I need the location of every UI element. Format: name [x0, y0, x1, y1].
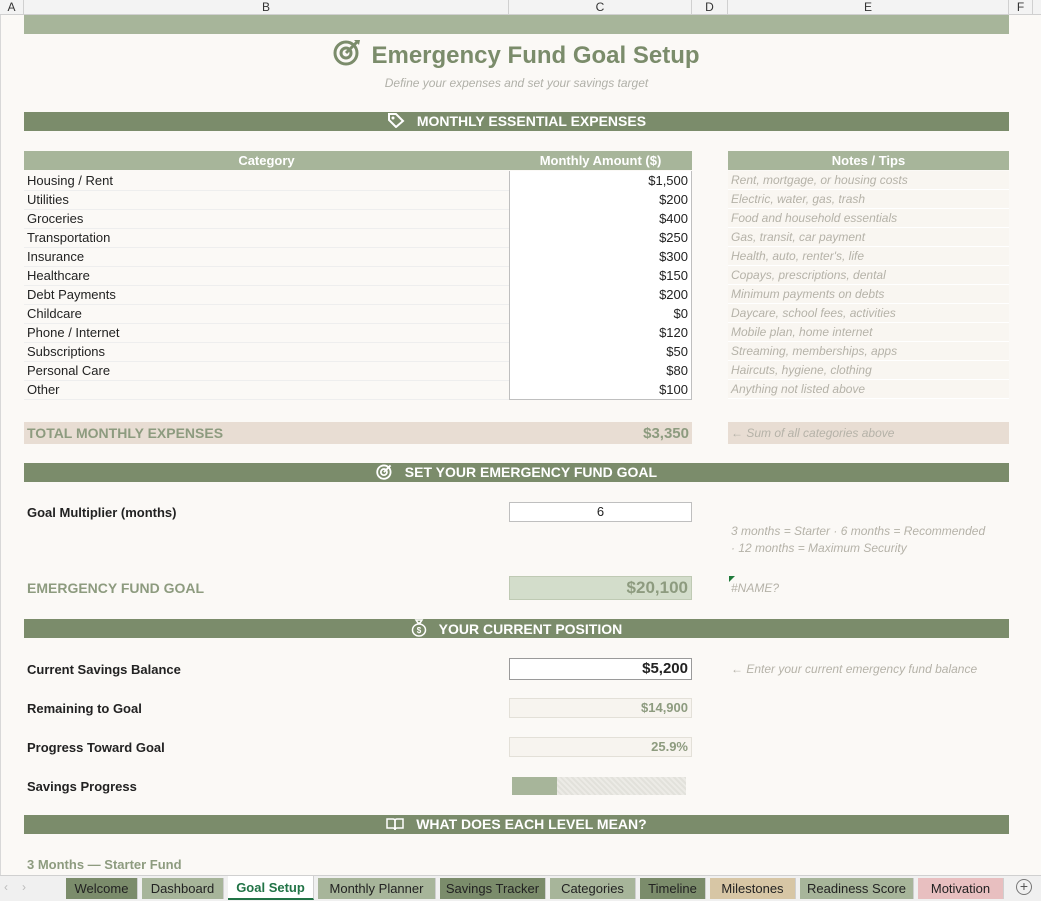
total-note: ← Sum of all categories above	[728, 422, 1009, 444]
expense-note[interactable]: Minimum payments on debts	[728, 285, 1009, 304]
goal-hint-line1: 3 months = Starter · 6 months = Recommended	[731, 524, 986, 538]
column-header-a[interactable]: A	[0, 0, 24, 15]
expense-note[interactable]: Food and household essentials	[728, 209, 1009, 228]
savings-progress-bar	[512, 777, 686, 795]
goal-section-banner	[24, 463, 1009, 482]
expense-category[interactable]: Subscriptions	[24, 342, 509, 362]
sheet-tab-goal-setup[interactable]: Goal Setup	[228, 876, 314, 900]
goal-multiplier-input[interactable]: 6	[509, 502, 692, 522]
expense-note[interactable]: Anything not listed above	[728, 380, 1009, 399]
fund-goal-label: EMERGENCY FUND GOAL	[27, 580, 205, 596]
scroll-left-icon[interactable]: ‹	[4, 880, 8, 894]
expense-category[interactable]: Childcare	[24, 304, 509, 324]
top-band	[24, 15, 1009, 34]
expense-note[interactable]: Mobile plan, home internet	[728, 323, 1009, 342]
row-gutter	[0, 15, 1, 875]
expense-category[interactable]: Other	[24, 380, 509, 400]
goal-multiplier-label: Goal Multiplier (months)	[27, 505, 177, 520]
goal-hint-line2: · 12 months = Maximum Security	[731, 541, 907, 555]
remaining-value[interactable]: $14,900	[509, 698, 692, 718]
progress-label: Progress Toward Goal	[27, 740, 165, 755]
page-title	[24, 38, 1009, 73]
expense-note[interactable]: Electric, water, gas, trash	[728, 190, 1009, 209]
expense-amount[interactable]: $400	[509, 209, 692, 229]
expense-amount[interactable]: $300	[509, 247, 692, 267]
expense-category[interactable]: Phone / Internet	[24, 323, 509, 343]
notes-header: Notes / Tips	[728, 151, 1009, 170]
sheet-tab-readiness-score[interactable]: Readiness Score	[800, 878, 914, 899]
current-savings-note: ← Enter your current emergency fund balance	[731, 662, 978, 676]
expense-note[interactable]: Copays, prescriptions, dental	[728, 266, 1009, 285]
levels-section-banner	[24, 815, 1009, 834]
scroll-right-icon[interactable]: ›	[22, 880, 26, 894]
expense-note[interactable]: Gas, transit, car payment	[728, 228, 1009, 247]
expense-category[interactable]: Debt Payments	[24, 285, 509, 305]
expense-note[interactable]: Rent, mortgage, or housing costs	[728, 171, 1009, 190]
current-savings-input[interactable]: $5,200	[509, 658, 692, 680]
expenses-section-banner	[24, 112, 1009, 131]
total-label: TOTAL MONTHLY EXPENSES	[27, 425, 224, 441]
target-icon	[333, 38, 361, 73]
book-icon	[386, 816, 408, 832]
current-savings-label: Current Savings Balance	[27, 662, 181, 677]
column-header-e[interactable]: E	[728, 0, 1009, 15]
total-value[interactable]: $3,350	[643, 425, 689, 442]
sheet-tab-motivation[interactable]: Motivation	[918, 878, 1004, 899]
column-header-d[interactable]: D	[692, 0, 728, 15]
expense-note[interactable]: Haircuts, hygiene, clothing	[728, 361, 1009, 380]
expense-category[interactable]: Personal Care	[24, 361, 509, 381]
sheet-tab-bar	[0, 875, 1041, 901]
amount-header: Monthly Amount ($)	[509, 151, 692, 170]
sheet-tab-timeline[interactable]: Timeline	[640, 878, 706, 899]
sheet-tab-milestones[interactable]: Milestones	[710, 878, 796, 899]
expense-amount[interactable]: $0	[509, 304, 692, 324]
remaining-label: Remaining to Goal	[27, 701, 142, 716]
expense-note[interactable]: Daycare, school fees, activities	[728, 304, 1009, 323]
expense-category[interactable]: Housing / Rent	[24, 171, 509, 191]
page-subtitle: Define your expenses and set your savings target	[384, 76, 649, 90]
fund-goal-value[interactable]: $20,100	[509, 576, 692, 600]
position-section-banner	[24, 619, 1009, 638]
total-row	[24, 422, 692, 444]
levels-section-title: WHAT DOES EACH LEVEL MEAN?	[416, 816, 647, 832]
expense-amount[interactable]: $250	[509, 228, 692, 248]
expense-category[interactable]: Transportation	[24, 228, 509, 248]
expense-amount[interactable]: $80	[509, 361, 692, 381]
expenses-section-title: MONTHLY ESSENTIAL EXPENSES	[416, 113, 647, 129]
add-sheet-icon[interactable]: +	[1016, 879, 1032, 895]
position-section-title: YOUR CURRENT POSITION	[438, 621, 623, 637]
expense-note[interactable]: Health, auto, renter's, life	[728, 247, 1009, 266]
expense-category[interactable]: Healthcare	[24, 266, 509, 286]
category-header: Category	[24, 151, 509, 170]
column-header-f[interactable]: F	[1009, 0, 1033, 15]
goal-section-title: SET YOUR EMERGENCY FUND GOAL	[404, 464, 658, 480]
savings-progress-label: Savings Progress	[27, 779, 137, 794]
sheet-tab-categories[interactable]: Categories	[550, 878, 636, 899]
expense-category[interactable]: Insurance	[24, 247, 509, 267]
expense-amount[interactable]: $150	[509, 266, 692, 286]
expense-category[interactable]: Groceries	[24, 209, 509, 229]
expense-amount[interactable]: $200	[509, 190, 692, 210]
expense-amount[interactable]: $1,500	[509, 171, 692, 191]
expense-amount[interactable]: $120	[509, 323, 692, 343]
level-item-starter: 3 Months — Starter Fund	[27, 857, 182, 872]
target-icon	[376, 464, 397, 480]
money-bag-icon	[411, 621, 431, 637]
expense-amount[interactable]: $100	[509, 380, 692, 400]
sheet-tab-dashboard[interactable]: Dashboard	[142, 878, 224, 899]
sheet-tab-welcome[interactable]: Welcome	[66, 878, 138, 899]
sheet-tab-monthly-planner[interactable]: Monthly Planner	[318, 878, 436, 899]
expense-note[interactable]: Streaming, memberships, apps	[728, 342, 1009, 361]
expense-amount[interactable]: $200	[509, 285, 692, 305]
column-header-b[interactable]: B	[24, 0, 509, 15]
expense-amount[interactable]: $50	[509, 342, 692, 362]
tag-icon	[387, 113, 409, 129]
column-header-c[interactable]: C	[509, 0, 692, 15]
page-title-text: Emergency Fund Goal Setup	[371, 42, 700, 69]
expense-category[interactable]: Utilities	[24, 190, 509, 210]
sheet-tab-savings-tracker[interactable]: Savings Tracker	[440, 878, 546, 899]
column-header-bar	[0, 0, 1041, 15]
fund-goal-note[interactable]: #NAME?	[731, 581, 780, 595]
savings-progress-fill	[512, 777, 557, 795]
svg-text:$: $	[416, 626, 421, 635]
progress-value[interactable]: 25.9%	[509, 737, 692, 757]
